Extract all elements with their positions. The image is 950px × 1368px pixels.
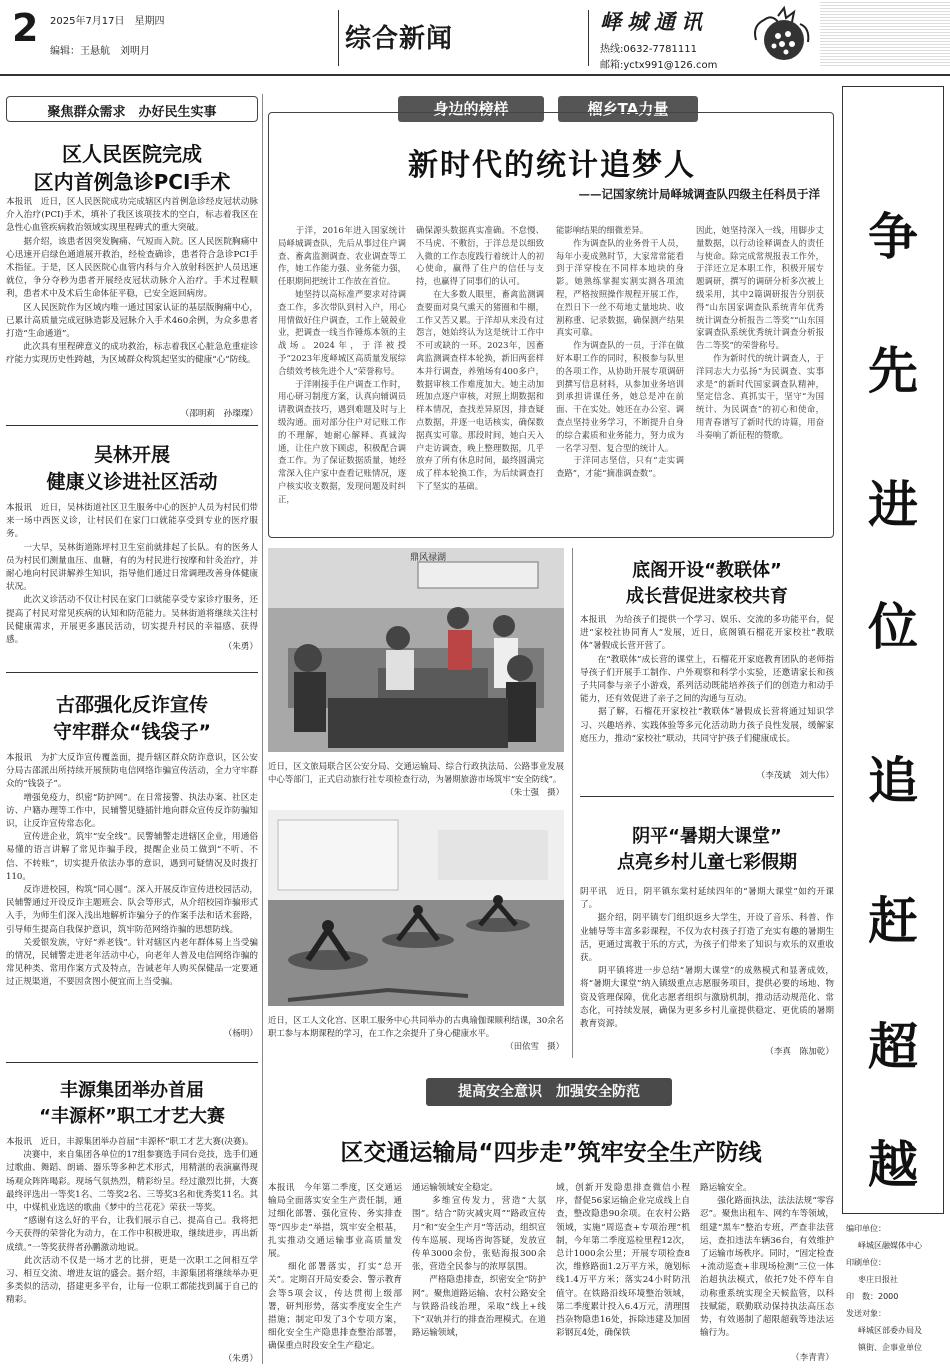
feature-subtitle: ——记国家统计局峄城调查队四级主任科员于洋	[578, 187, 820, 201]
article-body: 通运输领域安全稳定。 多维宣传发力，营造“大氛围”。结合“防灾减灾周”“路政宣传月”和“安全生产月”等活动，组织宣传车巡展、现场咨询答疑，发放宣传单3000余份，张贴海报300余张，营造全民参与的浓厚氛围。 严格隐患排查，织密安全“防护网”。聚焦道路运输、农村公路安全与铁路沿线治理，采取“线上+线下”双轨并行的排查治理模式。在道路运输领域，	[412, 1183, 546, 1339]
headline: 古邵强化反诈宣传	[55, 694, 208, 716]
masthead	[0, 0, 950, 76]
article-body: 本报讯 为扩大反诈宣传覆盖面，提升辖区群众防诈意识，区公安分局古邵派出所持续开展预防电信网络诈骗宣传活动，全力守牢群众的“钱袋子”。 增强免疫力，织密“防护网”。在日常接警、执法办案、社区走访、户籍办理等工作中，民辅警见缝插针地向群众宣传反诈防骗知识，让反诈宣传常态化。 宣传进企业，筑牢“安全线”。民警辅警走进辖区企业，用通俗易懂的语言讲解了常见诈骗手段，提醒企业员工做到“不听、不信、不转账”，切实提升依法办事的意识，遇到可疑情况及时拨打110。 反诈进校园，构筑“同心圆”。深入开展反诈宣传进校园活动，民辅警通过开设反诈主题班会、队会等形式，从介绍校园诈骗形式入手，为师生们深入浅出地解析诈骗分子的作案手法和话术套路，引导师生提高自我保护意识，筑牢防范网络诈骗的思想防线。 关爱银发族，守好“养老钱”。针对辖区内老年群体易上当受骗的情况，民辅警走进老年活动中心，向老年人普及电信网络诈骗的常见种类、常用作案方式及特点，告诫老年人购买保健品一定要通过正规渠道，不要因贪图小便宜而上当受骗。	[6, 753, 258, 988]
feature-column: 确保源头数据真实准确。不怠慢、不马虎、不敷衍，于洋总是以细致入微的工作态度践行着统计人的初心使命，赢得了住户的信任与支持，也赢得了同事们的认可。 在大多数人眼里，畜禽监测调查要面对臭气熏天的猪圈和牛棚，工作又苦又累。于洋却从来没有过怨言，她始终认为这是统计工作中不可或缺的一环。2023年，因畜禽监测调查样本轮换，新旧两套样本并行调查，养殖场有400多户，数据审核工作难度加大。她主动加班加点逐户审核，对照上期数据和样本情况，查找差异原因，排查疑点数据，并逐一电话核实，确保数据真实可靠。那段时间，她白天入户走访调查，晚上整理数据，几乎放弃了所有休息时间，最终圆满完成了样本轮换工作，为后续调查打下了坚实的基础。	[416, 225, 544, 491]
column-banner-text: 聚焦群众需求 办好民生实事	[47, 105, 217, 120]
slogan-char: 越	[868, 1136, 918, 1194]
headline: 点亮乡村儿童七彩假期	[617, 852, 797, 873]
page-number: 2	[12, 6, 39, 50]
headline: 区人民医院完成	[62, 142, 202, 166]
issue-date: 2025年7月17日 星期四	[50, 16, 165, 27]
headline: 吴林开展	[93, 444, 170, 466]
slogan-char: 赶	[868, 892, 918, 950]
article-body: 本报讯 近日，吴林街道社区卫生服务中心的医护人员为村民们带来一场中西医义诊，让村民们在家门口就能享受到专业的医疗服务。 一大早，吴林街道陈坪村卫生室前就排起了长队。有的医务人员为村民们测量血压、血糖，有的为村民进行按摩和针灸治疗，并耐心地向村民讲解养生知识，指导他们通过日常调理改善身体健康状况。 此次义诊活动不仅让村民在家门口就能享受专家诊疗服务，还提高了村民对常见疾病的认知和防范能力。吴林街道将继续关注村民健康需求，开展更多惠民活动，切实提升村民的幸福感、获得感。	[6, 503, 258, 646]
pomegranate-logo-icon	[748, 6, 814, 68]
photo-yoga-class-image	[268, 810, 564, 1006]
paper-name: 峄城通讯	[600, 9, 708, 34]
editors: 编辑：王悬航 刘明月	[50, 46, 150, 57]
byline: （朱勇）	[223, 1354, 258, 1364]
photo-yoga-class	[268, 810, 564, 1006]
byline: （李青青）	[791, 1353, 834, 1363]
headline: 守牢群众“钱袋子”	[53, 721, 211, 743]
headline: 健康义诊进社区活动	[46, 471, 218, 493]
feature-title: 新时代的统计追梦人	[408, 148, 696, 183]
headline: 区内首例急诊PCI手术	[33, 170, 231, 194]
info-line: 印刷单位：	[846, 1258, 886, 1267]
article-body: 阴平讯 近日，阴平镇东棠村延续四年的“暑期大课堂”如约开课了。 据介绍，阴平镇专门组织返乡大学生，开设了音乐、科普、作业辅导等丰富多彩课程，不仅为农村孩子打造了充实有趣的暑期生活，更通过寓教于乐的方式，为孩子们带来了知识与欢乐的双重收获。 阴平镇将进一步总结“暑期大课堂”的成熟模式和显著成效，将“暑期大课堂”纳入镇级重点志愿服务项目，提供必要的场地、物资及管理保障，优化志愿者组织与激励机制，推动活动规范化、常态化，可持续发展，确保为更多乡村儿童提供稳定、更优质的暑期教育资源。	[580, 887, 834, 1030]
byline: （李真 陈加乾）	[765, 1047, 834, 1057]
info-line: 编印单位：	[846, 1224, 886, 1233]
article-body: 本报讯 近日，丰源集团举办首届“丰源杯”职工才艺大赛(决赛)。 决赛中，来自集团各单位的17组参赛选手同台竞技，选手们通过歌曲、舞蹈、朗诵、器乐等多种艺术形式，用精湛的表演赢得现场观众阵阵喝彩。现场气氛热烈，精彩纷呈。经过激烈比拼，大赛最终评选出一等奖1名、二等奖2名、三等奖3名和优秀奖11名。其中，中煤机业选送的歌曲《梦中的兰花花》荣获一等奖。 “感谢有这么好的平台，让我们展示自己、提高自己。我将把今天获得的荣誉化为动力，在工作中积极进取，继续进步，再出新成绩。”一等奖获得者孙鹏激动地说。 此次活动不仅是一场才艺的比拼，更是一次职工之间相互学习、相互交流、增进友谊的盛会。据介绍，丰源集团将继续举办更多类似的活动，搭建更多平台，让每一位职工都能找到属于自己的精彩。	[6, 1137, 258, 1306]
masthead-pattern	[820, 0, 950, 66]
section-title: 综合新闻	[345, 24, 454, 54]
photo-byline: （朱士强 摄）	[505, 787, 564, 797]
publication-info	[846, 1220, 946, 1356]
article-body: 域，创新开发隐患排查微信小程序，督促56家运输企业完成线上自查，整改隐患90余项。在农村公路领域，实施“周巡查+专项治理”机制，今年第二季度巡检里程12次，总计1000余公里；开展专项检查8次，维修路面1.2万平方米，施划标线1.4万平方米；落实24小时防汛值守。在铁路沿线环境整治领域，第二季度累计投入6.4万元，清理围挡杂物隐患16处，拆除违建及加固彩钢瓦4处，确保铁	[556, 1183, 690, 1339]
photo-tourism-inspection	[268, 548, 564, 752]
headline: 阴平“暑期大课堂”	[632, 826, 782, 847]
info-line: 峄城区融媒体中心	[858, 1241, 922, 1250]
column-banner	[6, 96, 258, 122]
article-body: 本报讯 今年第二季度，区交通运输局全面落实安全生产责任制，通过细化部署、强化宣传、务实排查等“四步走”举措，筑牢安全根基，扎实推动交通运输事业高质量发展。 细化部署落实，打实“总开关”。定期召开局安委会、警示教育会等5项会议，传达贯彻上级部署，研判形势，落实季度安全生产措施；制定印发了3个专项方案，细化安全生产隐患排查整治部署，确保重点时段安全生产稳定。	[268, 1183, 402, 1352]
tag-pomegranate-power: 榴乡TA力量	[558, 96, 698, 122]
info-line: 发送对象：	[846, 1309, 886, 1318]
headline: 成长营促进家校共育	[626, 586, 788, 607]
slogan-char: 争	[868, 208, 918, 266]
feature-column: 能影响结果的细微差异。 作为调查队的业务骨干人员，每年小麦成熟时节，大家常常能看到于洋穿梭在不同样本地块的身影。她熟练掌握实割实测各项流程，严格按照操作规程开展工作，在烈日下一丝不苟地丈量地块、收割称重、记录数据，确保测产结果真实可靠。 作为调查队的一员，于洋在做好本职工作的同时，积极参与队里的各项工作，从协助开展专项调研到撰写信息材料，从参加业务培训到承担讲课任务，她总是冲在前面、干在实处。她还在办公室、调查点坚持业务学习，不断提升自身的综合素质和业务能力，努力成为一名学习型、复合型的统计人。 于洋同志坚信，只有“走实调查路”，才能“摘准调查数”。	[556, 225, 684, 479]
photo-caption: 近日，区文旅局联合区公安分局、交通运输局、综合行政执法局、公路事业发展中心等部门，正式启动旅行社专项检查行动，为暑期旅游市场筑牢“安全防线”。	[268, 761, 564, 784]
info-line: 印 数：2000	[846, 1292, 899, 1301]
slogan-char: 追	[868, 752, 918, 810]
slogan-char: 超	[868, 1018, 918, 1076]
info-line: 枣庄日报社	[858, 1275, 898, 1284]
slogan-char: 位	[868, 598, 918, 656]
article-body: 本报讯 近日，区人民医院成功完成辖区内首例急诊经皮冠状动脉介入治疗(PCI)手术，填补了我区该项技术的空白，标志着我区在急性心血管疾病救治领域实现里程碑式的重大突破。 据介绍，该患者因突发胸痛、气短而入院。区人民医院胸痛中心迅速开启绿色通道展开救治，经检查确诊，患者符合急诊PCI手术指征。于是，区人民医院心血管内科与介入放射科医护人员迅速就位，争分夺秒为患者开展经皮冠状动脉介入治疗。手术过程顺利，患者术中及术后生命体征平稳，已安全返回病房。 区人民医院作为区域内唯一通过国家认证的基层版胸痛中心，已累计高质量完成冠脉造影及冠脉介入手术460余例，为众多患者打造“生命通道”。 此次具有里程碑意义的成功救治，标志着我区心脏急危重症诊疗能力实现历史性跨越，为区域群众构筑起坚实的健康“心”防线。	[6, 197, 258, 366]
byline: （杨明）	[223, 1029, 258, 1039]
photo-caption: 近日，区工人文化宫、区职工服务中心共同举办的古典瑜伽课顺利结课，30余名职工参与本期课程的学习，在工作之余提升了身心健康水平。	[268, 1015, 564, 1038]
headline: 丰源集团举办首届	[60, 1080, 204, 1101]
article-body: 本报讯 为给孩子们提供一个学习、娱乐、交流的多功能平台，促进“家校社协同育人”发展，近日，底阁镇石榴花开家校社“教联体”暑假成长营开营了。 在“教联体”成长营的课堂上，石榴花开家庭教育团队的老师指导孩子们开展手工制作、户外观察和科学小实验，还邀请家长和孩子共同参与亲子小游戏，系列活动既能培养孩子们的创造力和动手能力，还有效促进了亲子之间的沟通与互动。 据了解，石榴花开家校社“教联体”暑假成长营将通过知识学习、兴趣培养、实践体验等多元化活动助力孩子良性发展，缓解家庭压力，推动“家校社”联动，共同守护孩子们健康成长。	[580, 615, 834, 744]
slogan-panel	[842, 86, 944, 1214]
slogan-char: 进	[868, 476, 918, 534]
article-body: 路运输安全。 强化路面执法，法法法规“零容忍”。聚焦出租车、网约车等领域，组建“黑车”整治专班，严查非法营运，查扣违法车辆36台，有效维护了运输市场秩序。同时，“固定检查+流动巡查+非现场检测”三位一体治超执法模式，依托7处不停车自动称重系统实现全天候监管，以科技赋能，联勤联动保持执法高压态势，有效遏制了超限超载等违法运输行为。	[700, 1183, 834, 1339]
feature-column: 因此，她坚持深入一线，用脚步丈量数据，以行动诠释调查人的责任与使命。除完成常规报表工作外，于洋还立足本职工作，积极开展专题调研，撰写的调研分析多次被上级采用，其中2篇调研报告分别获得“山东国家调查队系统青年优秀统计调查分析报告二等奖”“山东国家调查队系统优秀统计调查分析报告二等奖”的荣誉称号。 作为新时代的统计调查人，于洋同志大力弘扬“为民调查、实事求是”的新时代国家调查队精神，坚定信念、真抓实干，坚守“为国统计、为民调查”的初心和使命，用青春谱写了新时代的诗篇，用奋斗奏响了新征程的赞歌。	[696, 225, 824, 440]
hotline: 热线:0632-7781111	[600, 44, 697, 55]
headline: 底阁开设“教联体”	[632, 560, 782, 581]
safety-band: 提高安全意识 加强安全防范	[426, 1078, 672, 1106]
tag-role-model: 身边的榜样	[398, 96, 544, 122]
email: 邮箱:yctx991@126.com	[600, 60, 718, 71]
photo-sign: 鼎风禄湖	[409, 553, 446, 563]
byline: （李茂斌 刘大伟）	[756, 771, 834, 781]
slogan-char: 先	[868, 342, 918, 400]
info-line: 镇街、企事业单位	[858, 1343, 922, 1352]
feature-column: 于洋，2016年进入国家统计局峄城调查队，先后从事过住户调查、畜禽监测调查、农业调查等工作，她工作能力强、业务能力强，任职期间把统计工作放在首位。 她坚持以高标准严要求对待调查工作，多次带队到村入户，用心用情做好住户调查，工作上兢兢业业，把调查一线当作锤炼本领的主战场。2024年，于洋被授予“2023年度峄城区高质量发展综合绩效考核先进个人”荣誉称号。 于洋刚接手住户调查工作时，用心研习制度方案，认真向辅调员请教调查技巧，遇到难题及时与上级沟通。面对部分住户对记账工作的不理解，她耐心解释、真诚沟通，让住户放下顾虑，积极配合调查工作。为了保证数据质量，她经常深入住户家中查看记账情况，逐户核实收支数据，发现问题及时纠正，	[278, 225, 406, 504]
photo-byline: （田依雪 摄）	[505, 1041, 564, 1051]
photo-tourism-inspection-image	[268, 548, 564, 752]
info-line: 峄城区部委办局及	[858, 1326, 922, 1335]
headline-traffic-safety: 区交通运输局“四步走”筑牢安全生产防线	[340, 1140, 762, 1166]
byline: （邵明莉 孙璨璨）	[180, 409, 258, 419]
headline: “丰源杯”职工才艺大赛	[39, 1106, 225, 1127]
byline: （朱勇）	[223, 642, 258, 652]
